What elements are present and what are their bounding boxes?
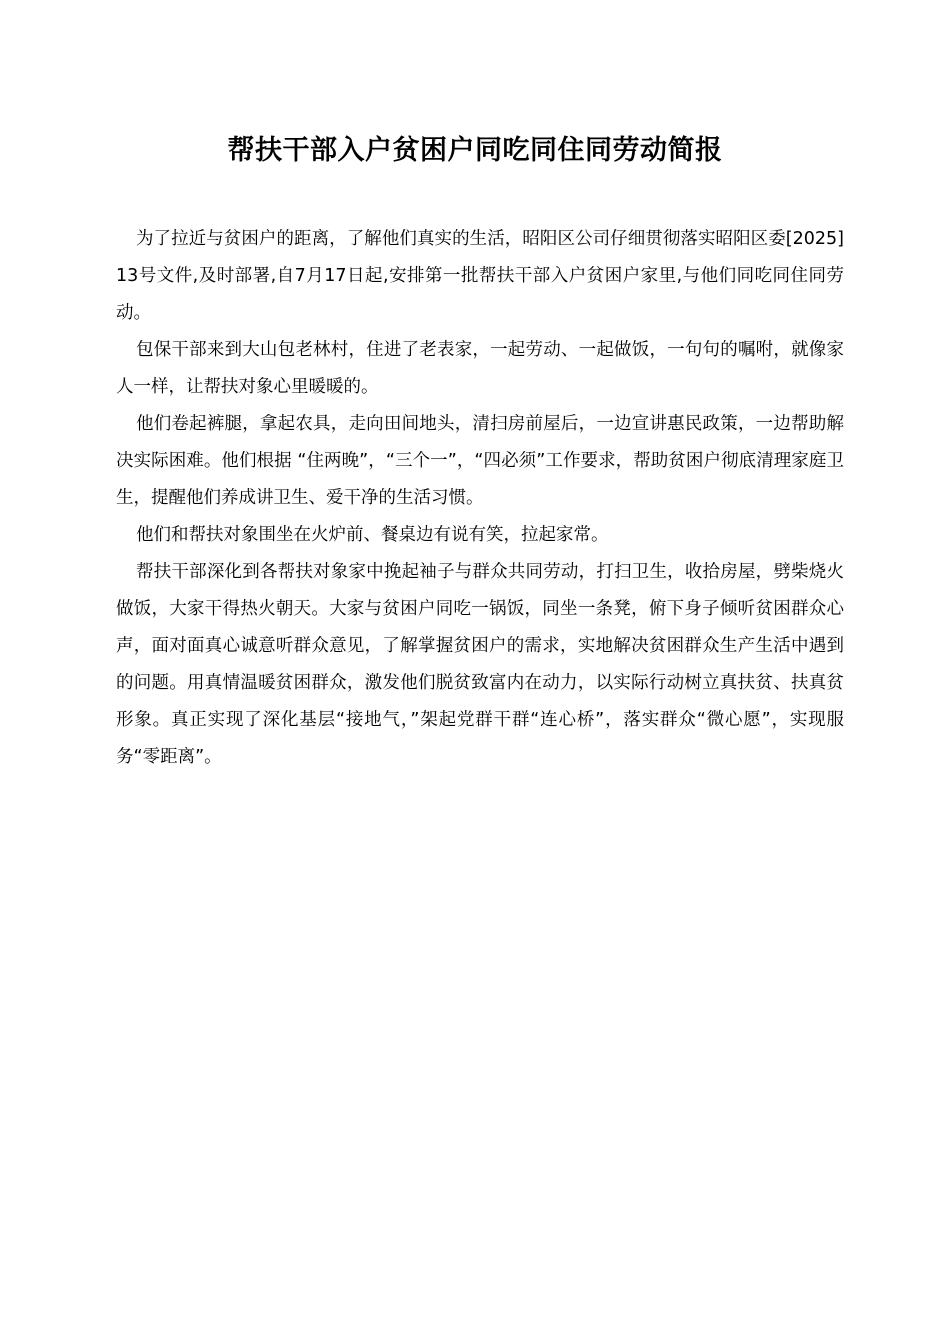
document-title: 帮扶干部入户贫困户同吃同住同劳动简报 [227, 135, 723, 166]
paragraph-2: 包保干部来到大山包老林村，住进了老表家，一起劳动、一起做饭，一句句的嘱咐，就像家人一样，让帮扶对象心里暖暖的。 [116, 340, 844, 397]
document-body [116, 221, 844, 776]
paragraph-1: 为了拉近与贫困户的距离，了解他们真实的生活，昭阳区公司仔细贯彻落实昭阳区委[2025]13号文件,及时部署,自7月17日起,安排第一批帮扶干部入户贫困户家里,与他们同吃同住同劳动。 [116, 229, 844, 323]
paragraph-4: 他们和帮扶对象围坐在火炉前、餐桌边有说有笑，拉起家常。 [136, 525, 609, 545]
paragraph-5: 帮扶干部深化到各帮扶对象家中挽起袖子与群众共同劳动，打扫卫生，收拾房屋，劈柴烧火做饭，大家干得热火朝天。大家与贫困户同吃一锅饭，同坐一条凳，俯下身子倾听贫困群众心声，面对面真心诚意听群众意见，了解掌握贫困户的需求，实地解决贫困群众生产生活中遇到的问题。用真情温暖贫困群众，激发他们脱贫致富内在动力，以实际行动树立真扶贫、扶真贫形象。真正实现了深化基层“接地气，”架起党群干群“连心桥”，落实群众“微心愿”，实现服务“零距离”。 [116, 562, 844, 767]
paragraph-3: 他们卷起裤腿，拿起农具，走向田间地头，清扫房前屋后，一边宣讲惠民政策，一边帮助解决实际困难。他们根据 “住两晚”，“三个一”，“四必须”工作要求，帮助贫困户彻底清理家庭卫生，提醒他们养成讲卫生、爱干净的生活习惯。 [116, 414, 844, 508]
